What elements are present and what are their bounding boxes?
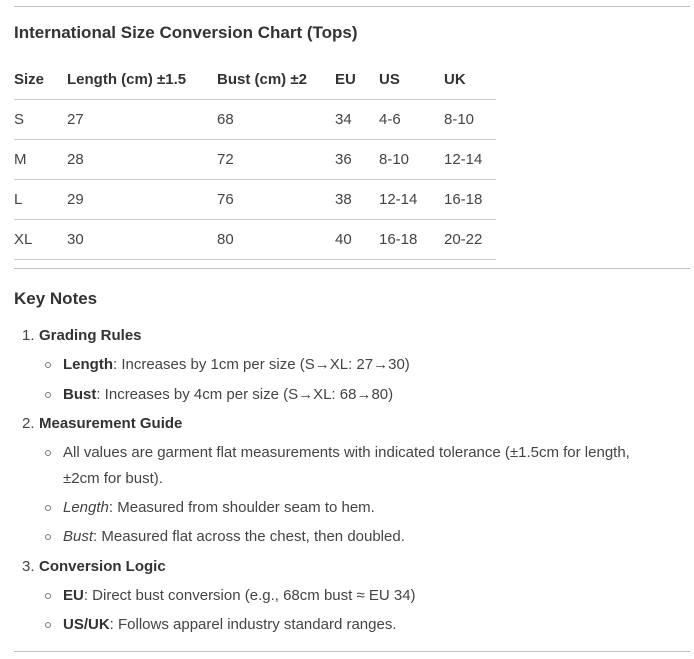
col-header-length: Length (cm) ±1.5 — [67, 60, 217, 100]
list-number: 1. — [22, 327, 35, 344]
bullet-icon — [45, 362, 51, 368]
table-row — [14, 180, 496, 220]
table-row — [14, 220, 496, 260]
note-section-title: Grading Rules — [39, 327, 142, 344]
cell-uk: 8-10 — [444, 100, 496, 140]
cell-length: 29 — [67, 180, 217, 220]
key-notes-heading: Key Notes — [14, 289, 98, 308]
cell-eu: 40 — [335, 220, 379, 260]
bullet-icon — [45, 593, 51, 599]
col-header-size: Size — [14, 60, 67, 100]
list-item: Length: Increases by 1cm per size (S→XL: 27→30) — [63, 356, 410, 373]
cell-eu: 34 — [335, 100, 379, 140]
cell-us: 16-18 — [379, 220, 444, 260]
note-section-title: Measurement Guide — [39, 415, 183, 432]
cell-us: 4-6 — [379, 100, 444, 140]
cell-bust: 80 — [217, 220, 335, 260]
bullet-icon — [45, 450, 51, 456]
note-section-title: Conversion Logic — [39, 558, 166, 575]
list-item: All values are garment flat measurements with indicated tolerance (±1.5cm for length, — [63, 444, 630, 461]
section-divider — [14, 268, 690, 269]
cell-bust: 68 — [217, 100, 335, 140]
cell-eu: 36 — [335, 140, 379, 180]
bullet-icon — [45, 534, 51, 540]
col-header-uk: UK — [444, 60, 496, 100]
cell-length: 30 — [67, 220, 217, 260]
table-header-row — [14, 60, 496, 100]
list-item: US/UK: Follows apparel industry standard ranges. — [63, 616, 397, 633]
list-number: 2. — [22, 415, 35, 432]
list-item: EU: Direct bust conversion (e.g., 68cm bust ≈ EU 34) — [63, 587, 416, 604]
col-header-eu: EU — [335, 60, 379, 100]
page-title: International Size Conversion Chart (Tops) — [14, 23, 358, 42]
cell-bust: 76 — [217, 180, 335, 220]
cell-size: S — [14, 100, 67, 140]
bullet-icon — [45, 505, 51, 511]
list-number: 3. — [22, 558, 35, 575]
top-divider — [14, 6, 690, 7]
table-row — [14, 100, 496, 140]
bottom-divider — [14, 651, 690, 652]
size-conversion-table — [14, 60, 496, 260]
cell-length: 27 — [67, 100, 217, 140]
cell-size: L — [14, 180, 67, 220]
cell-bust: 72 — [217, 140, 335, 180]
list-item: Bust: Increases by 4cm per size (S→XL: 68→80) — [63, 386, 394, 403]
list-item: Length: Measured from shoulder seam to hem. — [63, 499, 375, 516]
table-row — [14, 140, 496, 180]
cell-us: 8-10 — [379, 140, 444, 180]
cell-size: XL — [14, 220, 67, 260]
cell-uk: 16-18 — [444, 180, 496, 220]
cell-uk: 12-14 — [444, 140, 496, 180]
cell-us: 12-14 — [379, 180, 444, 220]
list-item: Bust: Measured flat across the chest, then doubled. — [63, 528, 405, 545]
col-header-bust: Bust (cm) ±2 — [217, 60, 335, 100]
cell-uk: 20-22 — [444, 220, 496, 260]
list-item-continuation: ±2cm for bust). — [63, 470, 163, 487]
bullet-icon — [45, 622, 51, 628]
cell-eu: 38 — [335, 180, 379, 220]
bullet-icon — [45, 392, 51, 398]
cell-length: 28 — [67, 140, 217, 180]
cell-size: M — [14, 140, 67, 180]
col-header-us: US — [379, 60, 444, 100]
